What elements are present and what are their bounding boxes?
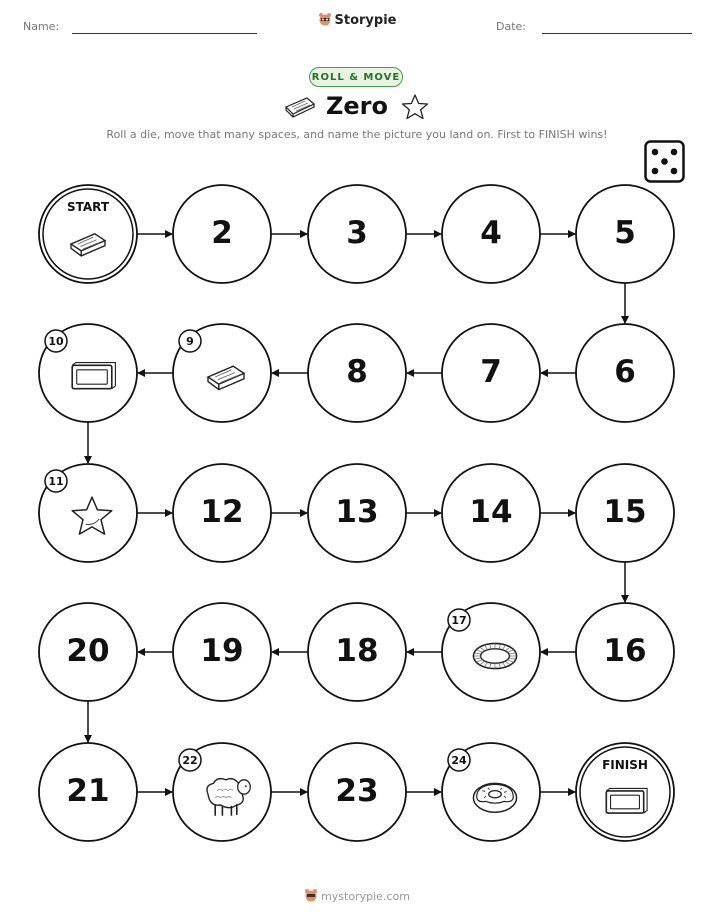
board-space-11 — [39, 464, 137, 562]
space-number: 4 — [480, 215, 502, 251]
finish-label: FINISH — [602, 758, 648, 772]
storypie-mascot-icon — [304, 888, 318, 902]
name-label: Name: — [23, 20, 60, 33]
dollar-bill-icon — [72, 363, 115, 389]
space-number: 7 — [480, 354, 502, 390]
space-number: 8 — [346, 354, 368, 390]
donut-icon — [473, 783, 516, 812]
space-number: 13 — [335, 494, 379, 530]
ring-icon — [473, 643, 516, 668]
space-number: 21 — [66, 773, 110, 809]
space-number: 5 — [614, 215, 636, 251]
dollar-bill-icon — [606, 788, 647, 813]
board-space-17 — [442, 603, 540, 701]
board-space-10 — [39, 324, 137, 422]
board-space-24 — [442, 743, 540, 841]
space-number: 19 — [200, 633, 244, 669]
instructions: Roll a die, move that many spaces, and name the picture you land on. First to FINISH wins! — [106, 128, 608, 141]
space-number: 10 — [48, 335, 64, 348]
page-title: Zero — [325, 92, 388, 120]
space-number: 23 — [335, 773, 379, 809]
board-space-22 — [173, 743, 271, 841]
space-number: 24 — [451, 754, 467, 767]
game-type-badge: ROLL & MOVE — [309, 67, 403, 87]
space-number: 20 — [66, 633, 110, 669]
space-number: 18 — [335, 633, 379, 669]
space-number: 6 — [614, 354, 636, 390]
brand-name: Storypie — [334, 13, 397, 28]
space-number: 2 — [211, 215, 233, 251]
space-number: 14 — [469, 494, 513, 530]
footer — [0, 888, 714, 903]
space-number: 3 — [346, 215, 368, 251]
space-number: 11 — [48, 475, 64, 488]
date-label: Date: — [496, 20, 526, 33]
space-number: 15 — [603, 494, 647, 530]
start-label: START — [66, 200, 110, 214]
space-number: 17 — [451, 614, 467, 627]
footer-url[interactable]: mystorypie.com — [321, 890, 410, 903]
space-number: 22 — [182, 754, 198, 767]
space-number: 12 — [200, 494, 244, 530]
space-number: 9 — [186, 335, 194, 348]
board-space-9 — [173, 324, 271, 422]
space-number: 16 — [603, 633, 647, 669]
